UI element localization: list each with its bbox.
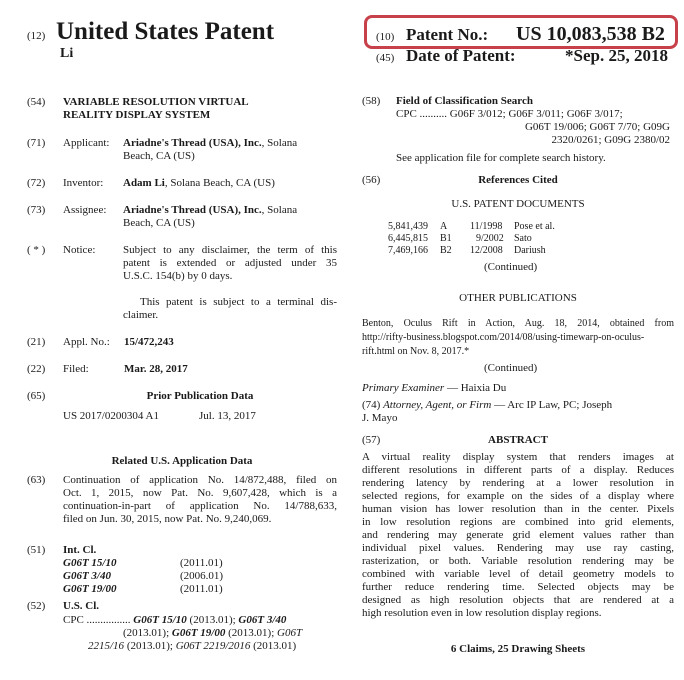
code-65: (65): [27, 390, 46, 402]
code-58: (58): [362, 95, 381, 107]
abstract-heading: ABSTRACT: [488, 434, 548, 446]
title-line-2: REALITY DISPLAY SYSTEM: [63, 109, 211, 121]
int-cl-1-year: (2011.01): [180, 557, 223, 569]
int-cl-1: G06T 15/10: [63, 557, 117, 569]
code-54: (54): [27, 96, 46, 108]
code-21: (21): [27, 336, 46, 348]
related-heading: Related U.S. Application Data: [111, 455, 253, 467]
filed-value: Mar. 28, 2017: [124, 363, 188, 375]
reference-row: 7,469,166 B2 12/2008 Dariush: [388, 245, 546, 256]
code-63: (63): [27, 474, 46, 486]
us-cl-line-2: (2013.01); G06T 19/00 (2013.01); G06T: [123, 627, 303, 639]
assignee-line-2: Beach, CA (US): [123, 217, 195, 229]
code-52: (52): [27, 600, 46, 612]
prior-pub-date: Jul. 13, 2017: [199, 410, 256, 422]
code-notice: ( * ): [27, 244, 46, 256]
int-cl-3: G06T 19/00: [63, 583, 117, 595]
title-line-1: VARIABLE RESOLUTION VIRTUAL: [63, 96, 249, 108]
claims-summary: 6 Claims, 25 Drawing Sheets: [450, 643, 586, 655]
terminal-disclaimer: This patent is subject to a terminal dis-: [140, 296, 337, 308]
code-72: (72): [27, 177, 46, 189]
applicant-value: Ariadne's Thread (USA), Inc., Solana: [123, 137, 298, 149]
appl-no-label: Appl. No.:: [63, 336, 110, 348]
patent-number: US 10,083,538 B2: [516, 23, 665, 45]
code-57: (57): [362, 434, 381, 446]
references-continued: (Continued): [484, 261, 538, 273]
prior-pub-number: US 2017/0200304 A1: [63, 410, 159, 422]
other-publications-text: Benton, Oculus Rift in Action, Aug. 18, 2014, obtained from http://rifty-business.blogspot.com/2014/08/using-timewarp-on-oculus- rift.html on Nov. 8, 2017.*: [362, 318, 674, 357]
us-cl-line-3: 2215/16 (2013.01); G06T 2219/2016 (2013.01): [88, 640, 297, 652]
code-73: (73): [27, 204, 46, 216]
applicant-label: Applicant:: [63, 137, 110, 149]
header-code-45: (45): [376, 52, 395, 64]
prior-pub-heading: Prior Publication Data: [146, 390, 254, 402]
references-table: [388, 221, 608, 261]
us-cl-line-1: CPC ................ G06T 15/10 (2013.01); G06T 3/40: [63, 614, 287, 626]
patent-no-label: Patent No.:: [406, 25, 489, 44]
continuation-text: Continuation of application No. 14/872,488, filed on Oct. 1, 2015, now Pat. No. 9,607,428, which is a continuation-in-part of application No. 14/788,633, filed on Jun. 30, 2015, now Pat. No. 9,240,069.: [63, 474, 337, 525]
code-71: (71): [27, 137, 46, 149]
field-search-label: Field of Classification Search: [396, 95, 533, 107]
date-of-patent: *Sep. 25, 2018: [565, 46, 668, 65]
inventor-short: Li: [60, 46, 74, 61]
inventor-label: Inventor:: [63, 177, 104, 189]
notice-label: Notice:: [63, 244, 96, 256]
header-code-10: (10): [376, 31, 395, 43]
references-cited-heading: References Cited: [478, 174, 558, 186]
us-cl-label: U.S. Cl.: [63, 600, 100, 612]
int-cl-3-year: (2011.01): [180, 583, 223, 595]
other-pubs-continued: (Continued): [484, 362, 538, 374]
abstract-text: A virtual reality display system that renders images at different resolutions in different parts of a display. Reduces rendering latency by rendering at a lower resolution in selected regions, for example on the sides of a display where human vision has lower resolution than in the center. Pixels in low resolution regions are combined into grid elements, and rendering may generate grid element values rather than individual pixel values. Rendering may use ray casting, rasterization, or both. Variable resolution rendering may be combined with variable level of detail geometry models to further reduce rendering time. Selected objects may be designed as high resolution objects that are rendered at a high resolution even in low resolution display regions.: [362, 451, 674, 619]
int-cl-label: Int. Cl.: [63, 544, 97, 556]
terminal-disclaimer-line-2: claimer.: [123, 309, 159, 321]
patent-title: United States Patent: [56, 18, 275, 45]
assignee-value: Ariadne's Thread (USA), Inc., Solana: [123, 204, 298, 216]
applicant-line-2: Beach, CA (US): [123, 150, 195, 162]
int-cl-2-year: (2006.01): [180, 570, 224, 582]
search-history-note: See application file for complete search history.: [396, 152, 606, 164]
notice-text: Subject to any disclaimer, the term of this patent is extended or adjusted under 35 U.S.C. 154(b) by 0 days.: [123, 244, 337, 282]
reference-row: 5,841,439 A 11/1998 Pose et al.: [388, 221, 555, 232]
other-publications-heading: OTHER PUBLICATIONS: [459, 292, 577, 304]
code-51: (51): [27, 544, 46, 556]
header-code-12: (12): [27, 30, 46, 42]
attorney-line-2: J. Mayo: [362, 412, 398, 424]
primary-examiner: Primary Examiner — Haixia Du: [362, 382, 507, 394]
date-of-patent-label: Date of Patent:: [406, 46, 516, 65]
filed-label: Filed:: [63, 363, 89, 375]
code-56: (56): [362, 174, 381, 186]
us-patent-docs-heading: U.S. PATENT DOCUMENTS: [451, 198, 585, 210]
appl-no-value: 15/472,243: [124, 336, 174, 348]
reference-row: 6,445,815 B1 9/2002 Sato: [388, 233, 532, 244]
code-22: (22): [27, 363, 46, 375]
assignee-label: Assignee:: [63, 204, 107, 216]
int-cl-2: G06T 3/40: [63, 570, 111, 582]
field-search-lines: CPC .......... G06F 3/012; G06F 3/011; G06F 3/017; G06T 19/006; G06T 7/70; G09G 2320/0261; G09G 2380/02: [396, 108, 670, 146]
attorney: (74) Attorney, Agent, or Firm — Arc IP Law, PC; Joseph: [362, 399, 613, 411]
inventor-value: Adam Li, Solana Beach, CA (US): [123, 177, 275, 189]
